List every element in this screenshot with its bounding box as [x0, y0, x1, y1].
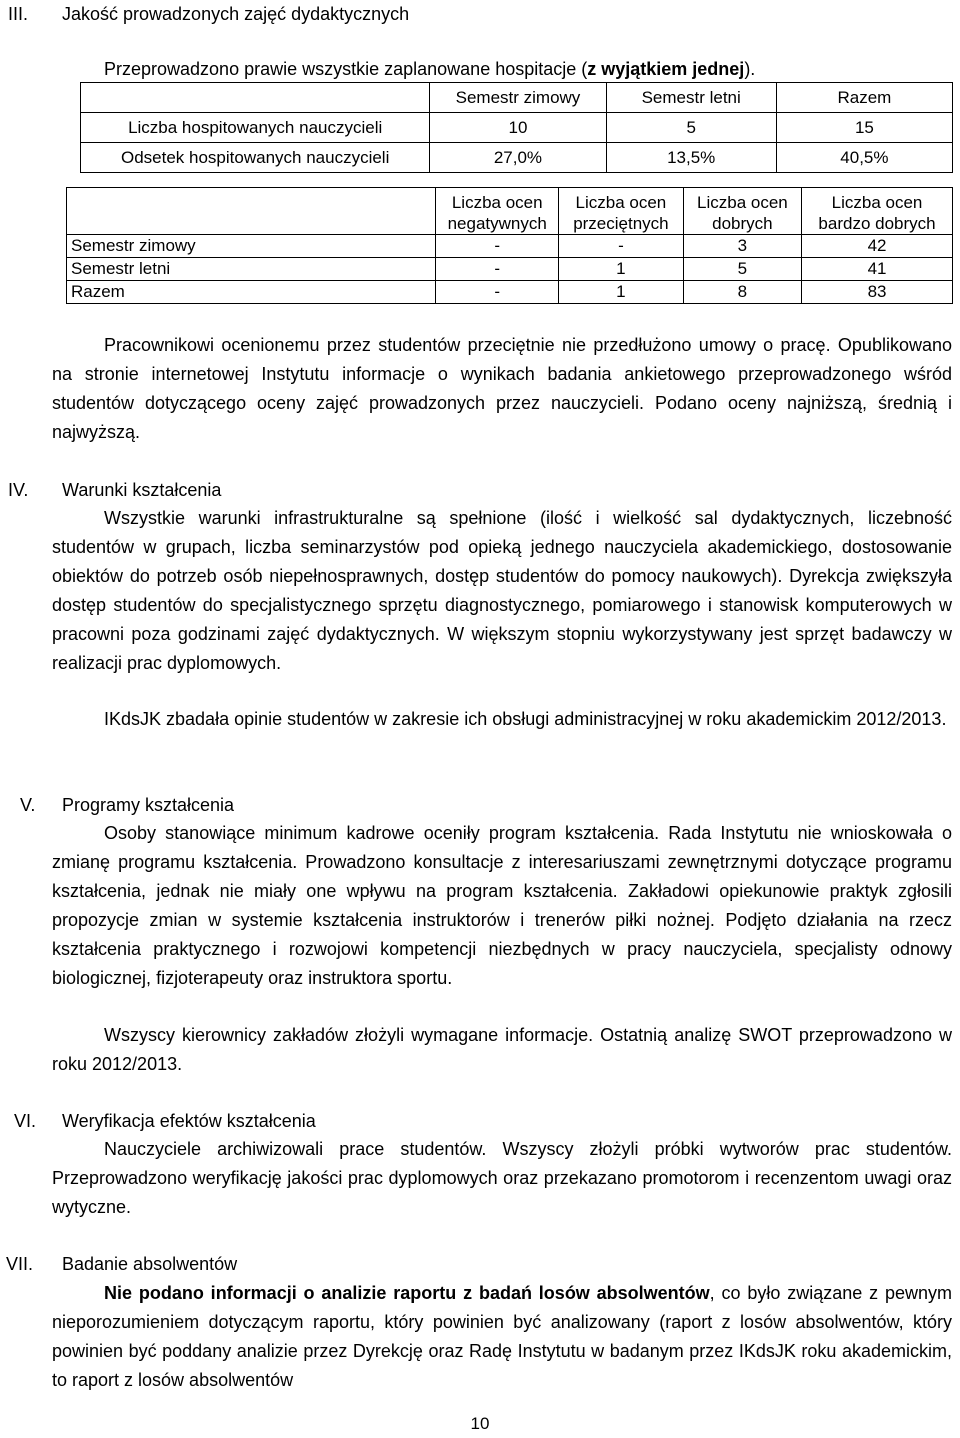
- table-cell: 8: [683, 281, 801, 304]
- table-cell: Razem: [67, 281, 436, 304]
- paragraph-evaluation: Pracownikowi ocenionemu przez studentów przeciętnie nie przedłużono umowy o pracę. Opublikowano na stronie internetowej Instytutu informacje o wynikach badania ankietowego przeprowadzonego wśród studentów dotyczącego oceny zajęć prowadzonych przez nauczycieli. Podano oceny najniższą, średnią i najwyższą.: [52, 335, 952, 442]
- intro-paragraph: [104, 55, 954, 84]
- table-cell: 10: [430, 113, 606, 143]
- graduates-bold: Nie podano informacji o analizie raportu z badań losów absolwentów: [104, 1283, 710, 1303]
- table-header-cell: Semestr letni: [606, 83, 776, 113]
- paragraph-verification: Nauczyciele archiwizowali prace studentów. Wszyscy złożyli próbki wytworów prac studentów. Przeprowadzono weryfikację jakości prac dyplomowych oraz przekazano promotorom i recenzentom uwagi oraz wytyczne.: [52, 1139, 952, 1217]
- section-heading-3: [0, 0, 960, 28]
- intro-bold: z wyjątkiem jednej: [587, 59, 745, 79]
- table-row: [81, 143, 953, 173]
- section-number: VI.: [14, 1111, 37, 1131]
- intro-tail: ).: [744, 59, 756, 79]
- section-heading-6: [0, 1107, 960, 1135]
- table-cell: -: [436, 281, 559, 304]
- table-cell: 27,0%: [430, 143, 606, 173]
- intro-text: Przeprowadzono prawie wszystkie zaplanowane hospitacje (: [104, 59, 588, 79]
- table-header-cell: Liczba ocen negatywnych: [436, 188, 559, 235]
- table-cell: Semestr zimowy: [67, 235, 436, 258]
- table-cell: -: [436, 235, 559, 258]
- section-number: VII.: [6, 1254, 34, 1274]
- table-cell: 5: [606, 113, 776, 143]
- table-cell: 13,5%: [606, 143, 776, 173]
- table-cell: Odsetek hospitowanych nauczycieli: [81, 143, 430, 173]
- table-cell: Liczba hospitowanych nauczycieli: [81, 113, 430, 143]
- table-cell: 5: [683, 258, 801, 281]
- paragraph-conditions: Wszystkie warunki infrastrukturalne są spełnione (ilość i wielkość sal dydaktycznych, liczebność studentów w grupach, liczba seminarzystów pod opieką jednego nauczyciela akademickiego, dostosowanie obiektów do potrzeb osób niepełnosprawnych, dostęp studentów do pomocy naukowych). Dyrekcja zwiększyła dostęp studentów do specjalistycznego sprzętu diagnostycznego, pomiarowego i stanowisk komputerowych w pracowni poza godzinami zajęć dydaktycznych. W większym stopniu wykorzystywany jest sprzęt badawczy w realizacji prac dyplomowych.: [52, 508, 952, 673]
- table-cell: 15: [776, 113, 952, 143]
- section-heading-7: [0, 1250, 960, 1278]
- table-row: [67, 281, 953, 304]
- table-cell: -: [559, 235, 684, 258]
- table-cell: 83: [802, 281, 953, 304]
- table-cell: 40,5%: [776, 143, 952, 173]
- table-cell: 41: [802, 258, 953, 281]
- paragraph-programs: Osoby stanowiące minimum kadrowe oceniły program kształcenia. Rada Instytutu nie wnioskowała o zmianę programu kształcenia. Prowadzono konsultacje z interesariuszami zewnętrznymi dotyczące programu kształcenia, jednak nie miały one wpływu na program kształcenia. Zakładowi opiekunowie praktyk zgłosili propozycje zmian w systemie kształcenia instruktorów i trenerów piłki nożnej. Podjęto działania na rzecz kształcenia praktycznego i rozwojowi kompetencji niezbędnych w pracy nauczyciela, specjalisty odnowy biologicznej, fizjoterapeuty oraz instruktora sportu.: [52, 823, 952, 988]
- table-cell: 42: [802, 235, 953, 258]
- section-number: V.: [20, 795, 36, 815]
- table-cell: -: [436, 258, 559, 281]
- section-title: Badanie absolwentów: [62, 1254, 238, 1274]
- table-header-row: [81, 83, 953, 113]
- section-heading-5: [0, 791, 960, 819]
- section-number: III.: [8, 4, 29, 24]
- paragraph-ikdsjk: IKdsJK zbadała opinie studentów w zakresie ich obsługi administracyjnej w roku akademickim 2012/2013.: [104, 709, 947, 729]
- table-header-cell: Semestr zimowy: [430, 83, 606, 113]
- table-cell: 1: [559, 258, 684, 281]
- table-cell: 1: [559, 281, 684, 304]
- section-title: Jakość prowadzonych zajęć dydaktycznych: [62, 4, 410, 24]
- table-header-cell: Liczba ocen przeciętnych: [559, 188, 684, 235]
- table-row: [67, 258, 953, 281]
- section-number: IV.: [8, 480, 29, 500]
- paragraph-swot: Wszyscy kierownicy zakładów złożyli wymagane informacje. Ostatnią analizę SWOT przeprowadzono w roku 2012/2013.: [52, 1025, 952, 1074]
- section-heading-4: [0, 476, 960, 504]
- hospitation-table: [80, 82, 953, 173]
- table-cell: 3: [683, 235, 801, 258]
- table-header-cell: [81, 83, 430, 113]
- table-cell: Semestr letni: [67, 258, 436, 281]
- table-header-cell: Liczba ocen bardzo dobrych: [802, 188, 953, 235]
- section-title: Weryfikacja efektów kształcenia: [62, 1111, 316, 1131]
- page-number: 10: [470, 1414, 490, 1433]
- section-title: Programy kształcenia: [62, 795, 235, 815]
- grades-table: [66, 187, 953, 304]
- table-header-cell: [67, 188, 436, 235]
- paragraph-graduates: Nie podano informacji o analizie raportu z badań losów absolwentów, co było związane z pewnym nieporozumieniem dotyczącym raportu, który powinien być analizowany (raport z losów absolwentów, który powinien być poddany analizie przez Dyrekcję oraz Radę Instytutu w badanym przez IKdsJK roku akademickim, to raport z losów absolwentów: [52, 1283, 952, 1390]
- table-row: [67, 235, 953, 258]
- table-header-row: [67, 188, 953, 235]
- table-row: [81, 113, 953, 143]
- section-title: Warunki kształcenia: [62, 480, 222, 500]
- table-header-cell: Liczba ocen dobrych: [683, 188, 801, 235]
- table-header-cell: Razem: [776, 83, 952, 113]
